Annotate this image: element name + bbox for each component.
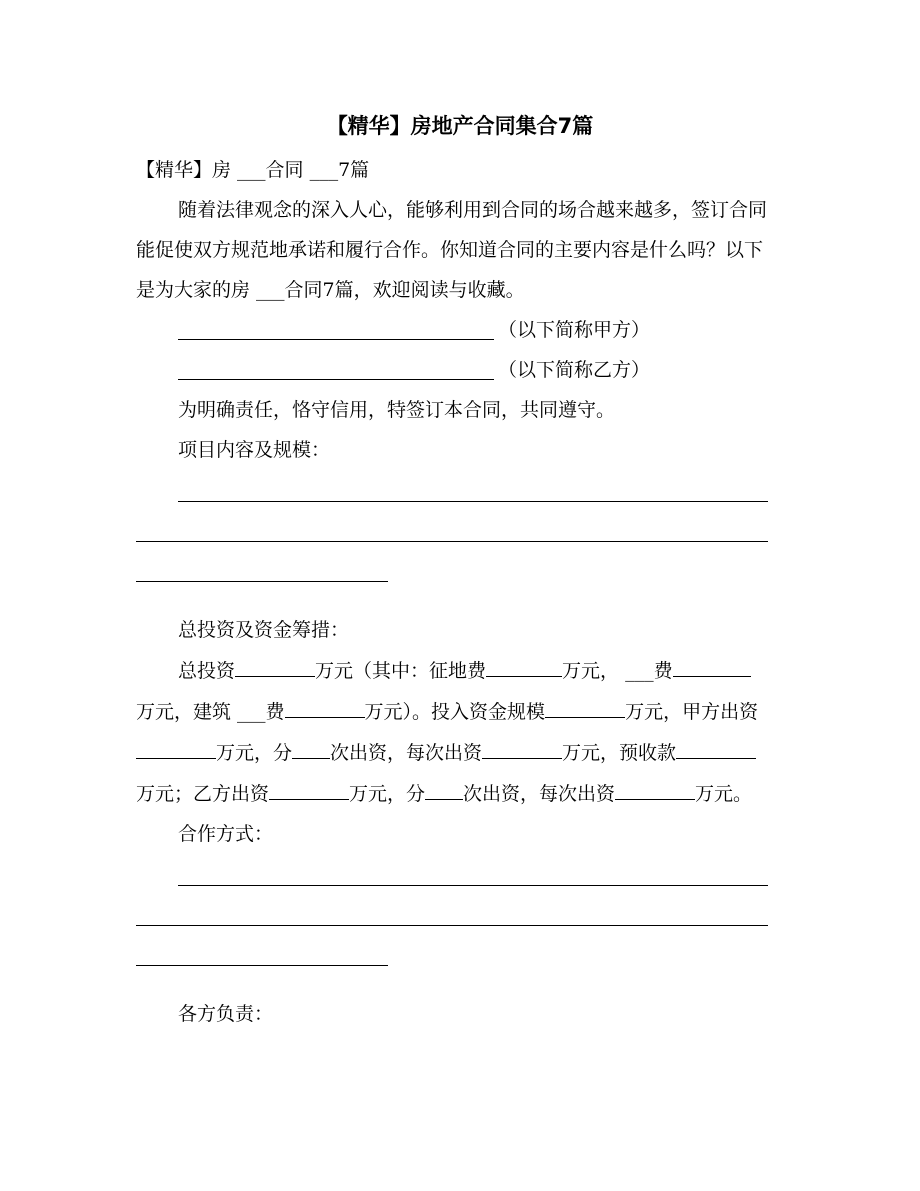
cooperation-blank-line-2: [136, 894, 768, 934]
purpose-paragraph: 为明确责任，恪守信用，特签订本合同，共同遵守。: [178, 399, 616, 421]
document-subtitle: 【精华】房 ___合同 ___7篇: [136, 159, 370, 181]
section-responsibility-heading: 各方负责：: [178, 1003, 274, 1025]
project-blank-line-1: [136, 470, 768, 510]
intro-paragraph: 随着法律观念的深入人心，能够利用到合同的场合越来越多，签订合同能促使双方规范地承诺和履行合作。你知道合同的主要内容是什么吗？以下是为大家的房 ___合同7篇，欢迎阅读与收藏。: [136, 199, 768, 301]
section-project-heading: 项目内容及规模：: [178, 439, 331, 461]
project-blank-line-3: [136, 550, 768, 590]
party-a-blank: [178, 339, 494, 340]
party-b-label: （以下简称乙方）: [498, 359, 651, 381]
party-a-label: （以下简称甲方）: [498, 319, 651, 341]
section-investment-heading: 总投资及资金筹措：: [178, 619, 350, 641]
party-b-blank: [178, 379, 494, 380]
party-b-row: [136, 350, 768, 390]
section-cooperation-heading: 合作方式：: [178, 823, 274, 845]
investment-paragraph: 总投资 万元（其中：征地费 万元， ___费万元，建筑 ___费 万元）。投入资金规模 万元，甲方出资万元，分 次出资，每次出资 万元，预收款万元；乙方出资 万元，分 次出资，每次出资 万元。: [136, 650, 768, 814]
cooperation-blank-line-1: [136, 854, 768, 894]
document-title: 【精华】房地产合同集合7篇: [326, 114, 594, 138]
party-a-row: [136, 310, 768, 350]
document-body: [136, 150, 768, 1034]
cooperation-blank-line-3: [136, 934, 768, 974]
project-blank-line-2: [136, 510, 768, 550]
